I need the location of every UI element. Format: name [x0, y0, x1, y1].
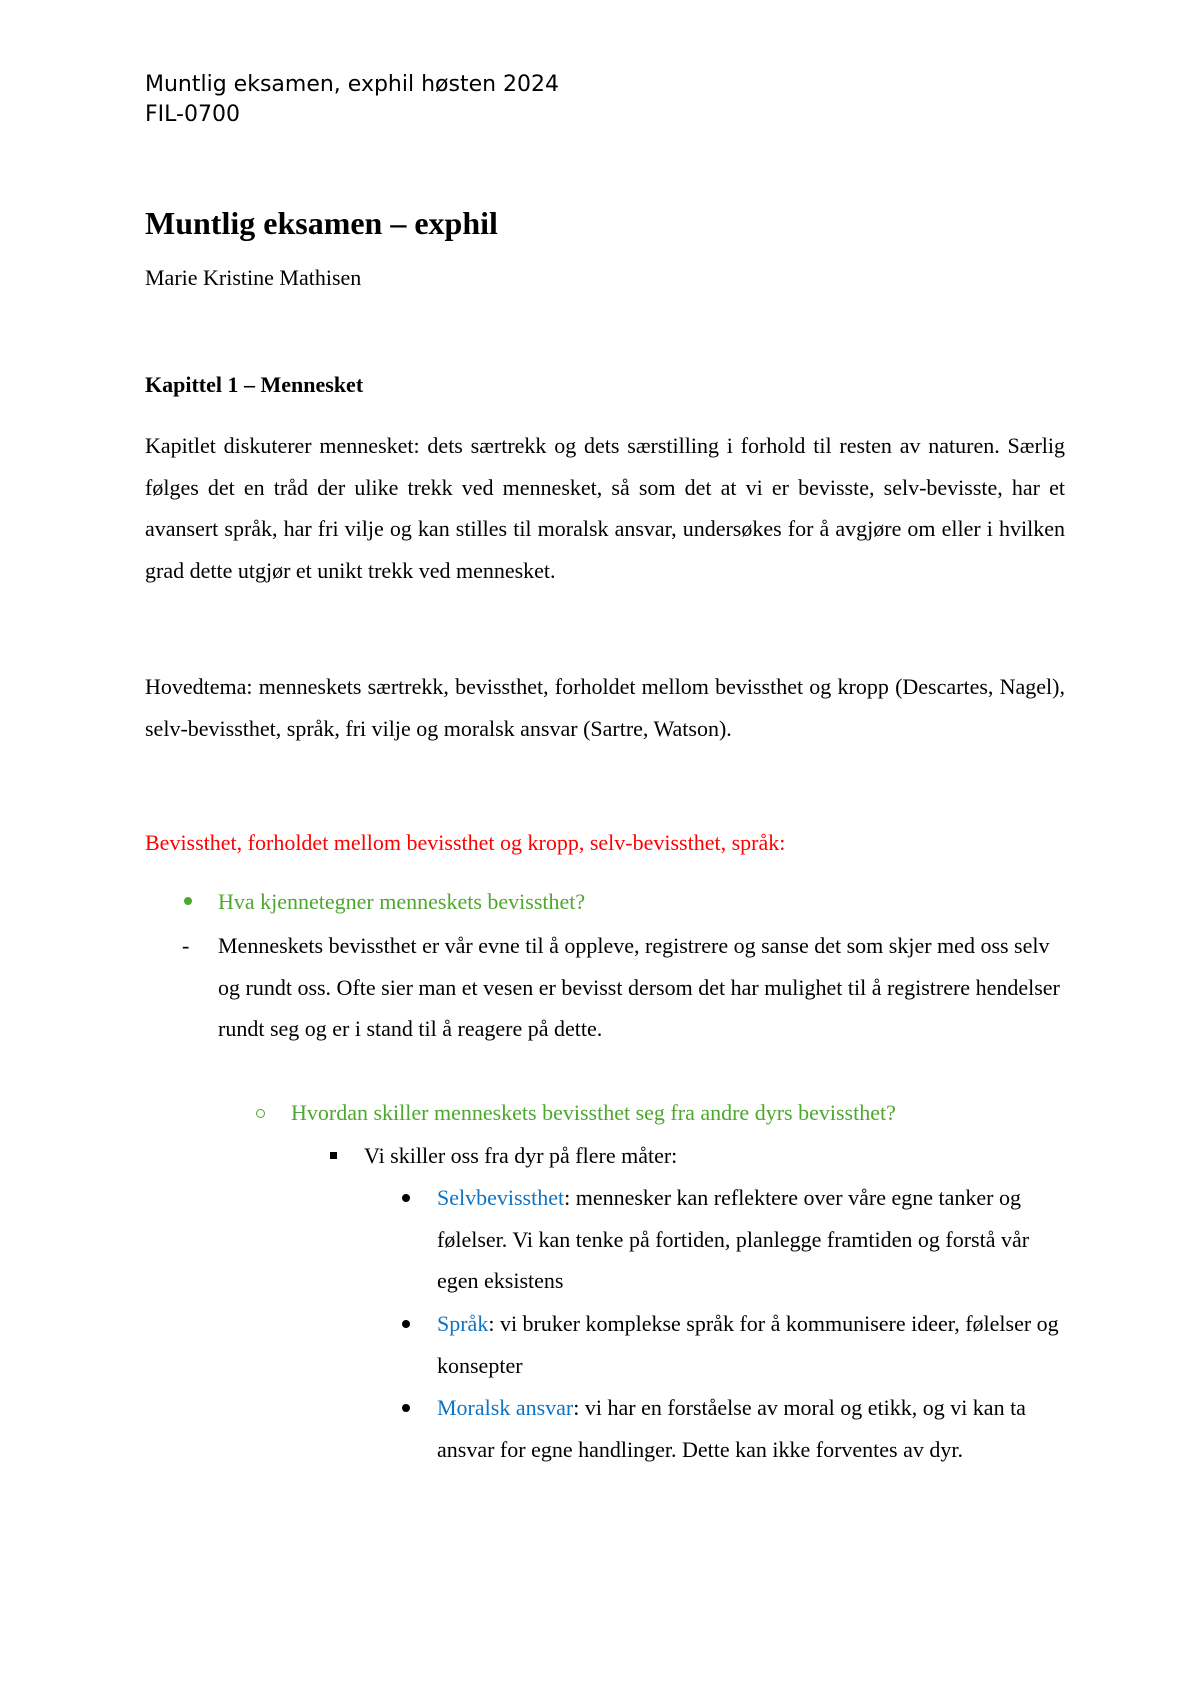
point-term: Språk [437, 1311, 489, 1336]
square-bullet-icon [330, 1152, 337, 1159]
point-text: : vi har en forståelse av moral og etikk, og vi kan ta ansvar for egne handlinger. Dette kan ikke forventes av dyr. [437, 1395, 1026, 1462]
bullet-dot-icon [402, 1194, 410, 1202]
chapter-heading: Kapittel 1 – Mennesket [145, 372, 364, 397]
point-term: Selvbevissthet [437, 1185, 565, 1210]
bullet-dot-icon [402, 1320, 410, 1328]
themes-paragraph: Hovedtema: menneskets særtrekk, bevissthet, forholdet mellom bevissthet og kropp (Descartes, Nagel), selv-bevissthet, språk, fri vilje og moralsk ansvar (Sartre, Watson). [145, 674, 1065, 741]
answer-1: Menneskets bevissthet er vår evne til å oppleve, registrere og sanse det som skjer med oss selv og rundt oss. Ofte sier man et vesen er bevisst dersom det har mulighet til å registrere hendelser rundt seg og er i stand til å reagere på dette. [218, 933, 1060, 1041]
dash-marker: - [182, 933, 190, 958]
header-line-2: FIL-0700 [145, 102, 240, 127]
point-term: Moralsk ansvar [437, 1395, 574, 1420]
point-selvbevissthet [437, 1177, 1063, 1302]
author-name: Marie Kristine Mathisen [145, 265, 362, 290]
answer-2-intro: Vi skiller oss fra dyr på flere måter: [364, 1143, 678, 1168]
page-header [145, 70, 559, 130]
point-text: : mennesker kan reflektere over våre egne tanker og følelser. Vi kan tenke på fortiden, planlegge framtiden og forstå vår egen eksistens [437, 1185, 1030, 1293]
point-text: : vi bruker komplekse språk for å kommunisere ideer, følelser og konsepter [437, 1311, 1059, 1378]
intro-paragraph: Kapitlet diskuterer mennesket: dets særtrekk og dets særstilling i forhold til resten av naturen. Særlig følges det en tråd der ulike trekk ved mennesket, så som det at vi er bevisste, selv-bevisste, har et avansert språk, har fri vilje og kan stilles til moralsk ansvar, undersøkes for å avgjøre om eller i hvilken grad dette utgjør et unikt trekk ved mennesket. [145, 433, 1065, 583]
bullet-dot-icon [402, 1404, 410, 1412]
question-2: Hvordan skiller menneskets bevissthet seg fra andre dyrs bevissthet? [291, 1100, 896, 1125]
header-line-1: Muntlig eksamen, exphil høsten 2024 [145, 72, 560, 97]
section-heading: Bevissthet, forholdet mellom bevissthet og kropp, selv-bevissthet, språk: [145, 830, 786, 855]
question-1: Hva kjennetegner menneskets bevissthet? [218, 889, 586, 914]
document-title: Muntlig eksamen – exphil [145, 205, 498, 241]
point-sprak [437, 1303, 1063, 1386]
bullet-dot-icon [184, 897, 192, 905]
hollow-circle-bullet-icon [256, 1109, 265, 1118]
point-moralsk-ansvar [437, 1387, 1063, 1470]
